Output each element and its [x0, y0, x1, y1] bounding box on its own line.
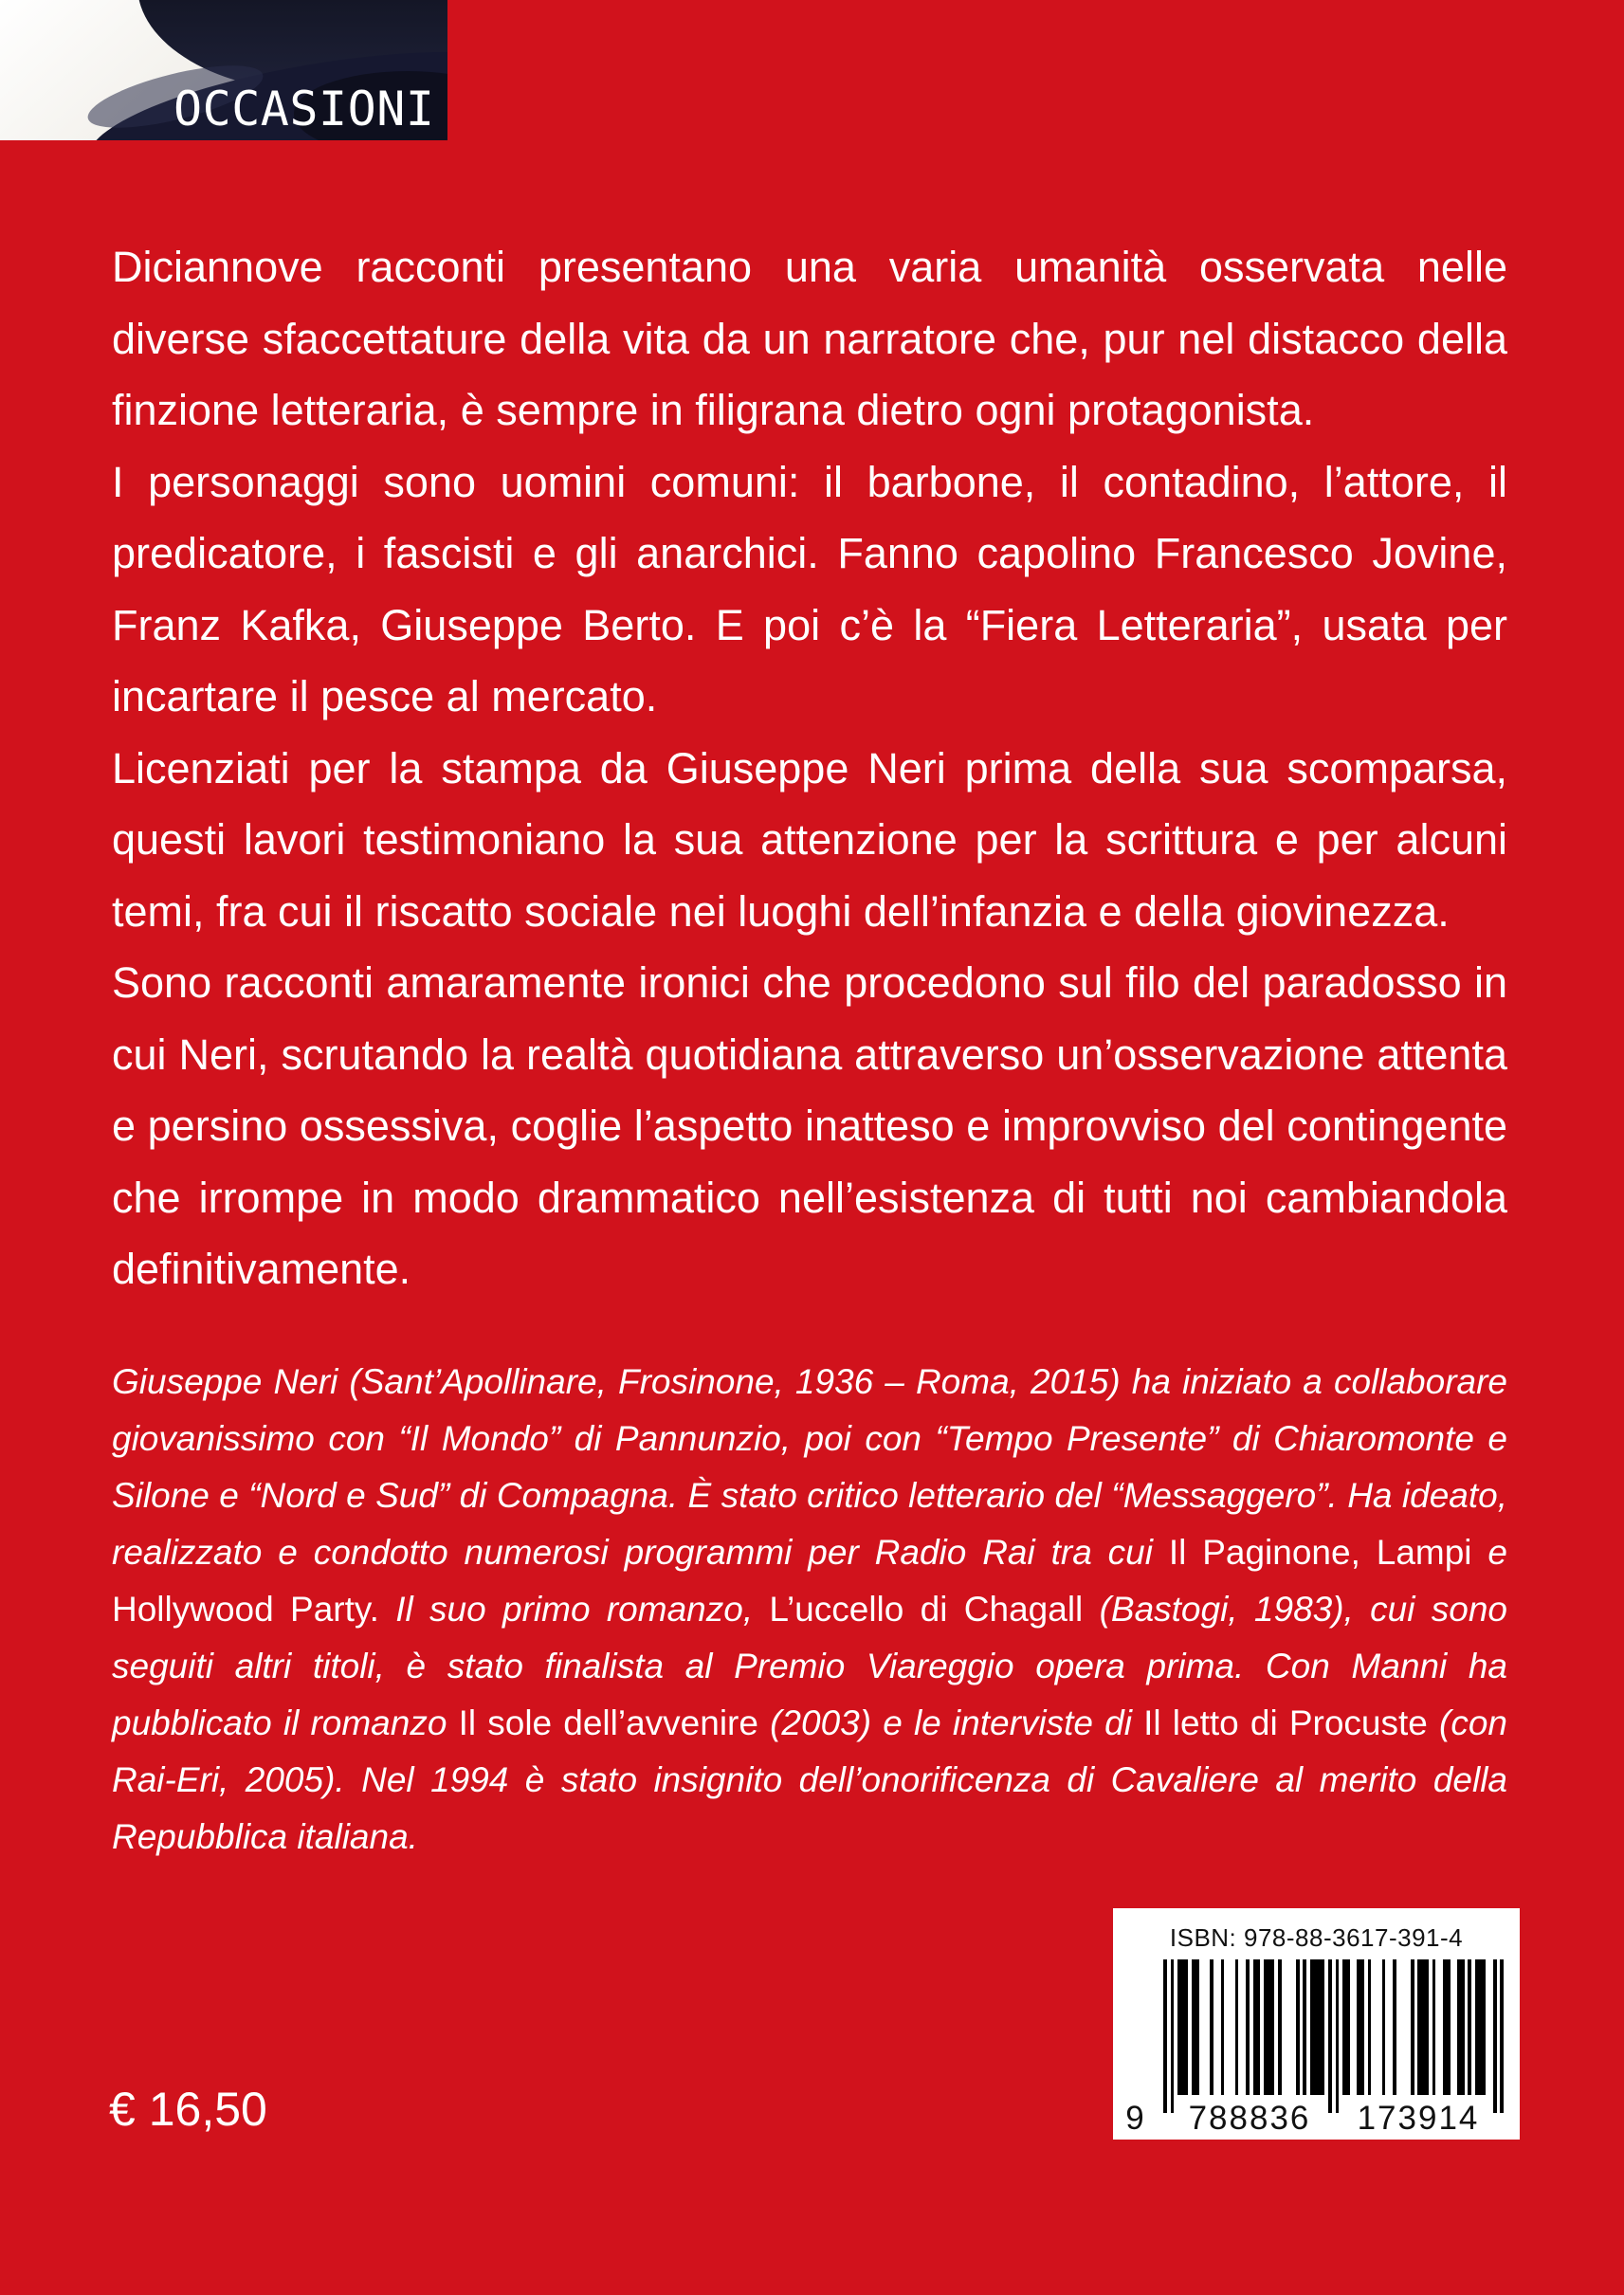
- bio-segment: (con Rai-Eri, 2005). Nel 1994 è stato insignito dell’onorificenza di Cavaliere al merito della Repubblica italiana.: [112, 1703, 1507, 1856]
- bio-segment: Il suo primo romanzo,: [395, 1590, 770, 1629]
- bio-segment: (Bastogi, 1983), cui sono seguiti altri titoli, è stato finalista al Premio Viareggio opera prima. Con Manni ha pubblicato il romanzo: [112, 1590, 1507, 1742]
- price-label: € 16,50: [109, 2083, 267, 2136]
- bio-segment: Il sole dell’avvenire: [458, 1703, 771, 1742]
- book-blurb: [112, 231, 1507, 1305]
- bio-segment: Giuseppe Neri (Sant’Apollinare, Frosinone, 1936 – Roma, 2015) ha iniziato a collaborare giovanissimo con “Il Mondo” di Pannunzio, poi con “Tempo Presente” di Chiaromonte e Silone e “Nord e Sud” di Compagna. È stato critico letterario del “Messaggero”. Ha ideato, realizzato e condotto numerosi programmi per Radio Rai tra cui: [112, 1362, 1507, 1572]
- ean13-barcode: [1163, 1959, 1505, 2113]
- isbn-number: ISBN: 978-88-3617-391-4: [1169, 1923, 1464, 1952]
- masthead-photo: [0, 0, 447, 140]
- bio-segment: Il letto di Procuste: [1143, 1703, 1440, 1742]
- barcode-digit-lead: 9: [1125, 2100, 1146, 2137]
- author-bio: [112, 1354, 1507, 1866]
- bio-segment: Hollywood Party.: [112, 1590, 396, 1629]
- blurb-paragraph-3: Licenziati per la stampa da Giuseppe Neri prima della sua scomparsa, questi lavori testimoniano la sua attenzione per la scrittura e per alcuni temi, fra cui il riscatto sociale nei luoghi dell’infanzia e della giovinezza.: [112, 743, 1507, 936]
- series-title: OCCASIONI: [173, 82, 435, 137]
- blurb-paragraph-1: Diciannove racconti presentano una varia umanità osservata nelle diverse sfaccettature della vita da un narratore che, pur nel distacco della finzione letteraria, è sempre in filigrana dietro ogni protagonista.: [112, 243, 1507, 434]
- blurb-paragraph-4: Sono racconti amaramente ironici che procedono sul filo del paradosso in cui Neri, scrutando la realtà quotidiana attraverso un’osservazione attenta e persino ossessiva, coglie l’aspetto inatteso e improvviso del contingente che irrompe in modo drammatico nell’esistenza di tutti noi cambiandola definitivamente.: [112, 958, 1507, 1293]
- blurb-paragraph-2: I personaggi sono uomini comuni: il barbone, il contadino, l’attore, il predicatore, i fascisti e gli anarchici. Fanno capolino Francesco Jovine, Franz Kafka, Giuseppe Berto. E poi c’è la “Fiera Letteraria”, usata per incartare il pesce al mercato.: [112, 457, 1507, 720]
- isbn-panel: [1113, 1908, 1520, 2140]
- bio-segment: (2003) e le interviste di: [770, 1703, 1144, 1742]
- barcode-module: [1500, 1959, 1504, 2113]
- bio-segment: Il Paginone, Lampi: [1168, 1533, 1488, 1572]
- barcode-digits-right: 173914: [1357, 2100, 1480, 2137]
- barcode-digits-left: 788836: [1188, 2100, 1311, 2137]
- bio-segment: e: [1487, 1533, 1507, 1572]
- bio-segment: L’uccello di Chagall: [769, 1590, 1100, 1629]
